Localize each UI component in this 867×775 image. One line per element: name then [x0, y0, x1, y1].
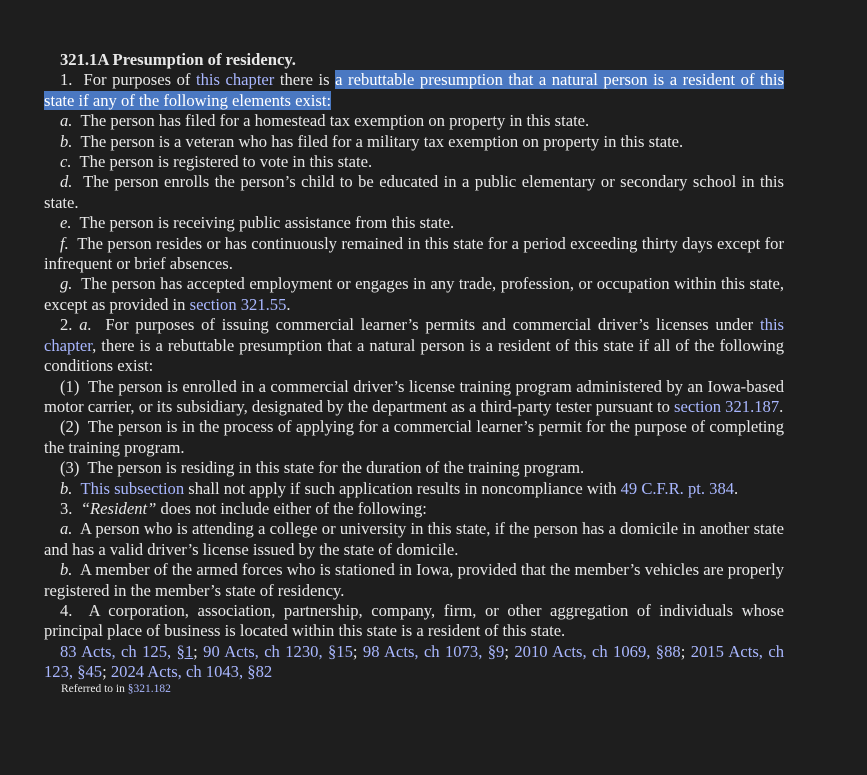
subsection-4: 4. A corporation, association, partnership, company, firm, or other aggregation of individuals whose principal place of business is located within this state is a resident of this state.	[44, 600, 784, 641]
history-citation[interactable]: 83 Acts, ch 125, §1	[60, 641, 194, 661]
condition-3: (3) The person is residing in this state for the duration of the training program.	[60, 458, 585, 478]
list-item: c. The person is registered to vote in this state.	[60, 152, 373, 172]
subsection-2b: b. This subsection shall not apply if such application results in noncompliance with 49 C.F.R. pt. 384.	[60, 478, 739, 498]
history-citation[interactable]: 90 Acts, ch 1230, §15	[203, 641, 353, 661]
referred-to: Referred to in §321.182	[61, 682, 171, 695]
this-chapter-link[interactable]: this chapter	[195, 70, 275, 90]
cfr-link[interactable]: 49 C.F.R. pt. 384	[620, 478, 735, 498]
list-item: e. The person is receiving public assistance from this state.	[60, 213, 455, 233]
subsection-3a: a. A person who is attending a college or university in this state, if the person has a domicile in another state and has a valid driver’s license issued by the state of domicile.	[44, 519, 784, 559]
subsection-3b: b. A member of the armed forces who is stationed in Iowa, provided that the member’s vehicles are properly registered in the member’s state of residency.	[44, 560, 784, 600]
subsection-1-items	[44, 111, 784, 315]
section-title: 321.1A Presumption of residency.	[60, 50, 296, 69]
history-citation[interactable]: 2015 Acts, ch 123, §45	[44, 641, 784, 682]
this-subsection-link[interactable]: This subsection	[80, 478, 185, 498]
list-item: d. The person enrolls the person’s child to be educated in a public elementary or secondary school in this state.	[44, 172, 784, 212]
history-note: 83 Acts, ch 125, §1; 90 Acts, ch 1230, §15; 98 Acts, ch 1073, §9; 2010 Acts, ch 1069, §88; 2015 Acts, ch 123, §45; 2024 Acts, ch 1043, §82	[44, 641, 784, 682]
selected-text[interactable]: a rebuttable presumption that a natural person is a resident of this state if any of the following elements exist:	[44, 70, 784, 110]
section-321-187-link[interactable]: section 321.187	[674, 396, 780, 416]
section-link[interactable]: section 321.55	[189, 294, 287, 314]
condition-2: (2) The person is in the process of applying for a commercial learner’s permit for the purpose of completing the training program.	[44, 417, 785, 457]
statute-page	[44, 50, 784, 696]
subsection-1: 1. For purposes of this chapter there is a rebuttable presumption that a natural person is a resident of this state if any of the following elements exist:	[44, 70, 784, 110]
history-citation[interactable]: 2010 Acts, ch 1069, §88	[514, 641, 681, 661]
list-item: a. The person has filed for a homestead tax exemption on property in this state.	[60, 111, 590, 131]
list-item: b. The person is a veteran who has filed for a military tax exemption on property in this state.	[60, 131, 684, 151]
list-item: g. The person has accepted employment or engages in any trade, profession, or occupation within this state, except as provided in section 321.55.	[44, 274, 785, 314]
condition-1: (1) The person is enrolled in a commercial driver’s license training program administered by an Iowa-based motor carrier, or its subsidiary, designated by the department as a third-party tester pursuant to section 321.187.	[44, 376, 784, 416]
subsection-3: 3. “Resident” does not include either of the following:	[60, 498, 427, 518]
section-321-182-link[interactable]: §321.182	[127, 682, 171, 695]
list-item: f. The person resides or has continuously remained in this state for a period exceeding thirty days except for infrequent or brief absences.	[44, 233, 785, 274]
this-chapter-link-2[interactable]: this chapter	[44, 315, 785, 355]
subsection-2: 2. a. For purposes of issuing commercial learner’s permits and commercial driver’s licenses under this chapter, there is a rebuttable presumption that a natural person is a resident of this state if all of the following conditions exist:	[44, 315, 785, 376]
history-citation[interactable]: 98 Acts, ch 1073, §9	[362, 641, 505, 661]
history-citation[interactable]: 2024 Acts, ch 1043, §82	[110, 662, 273, 682]
subsection-number: 1.	[60, 70, 73, 90]
